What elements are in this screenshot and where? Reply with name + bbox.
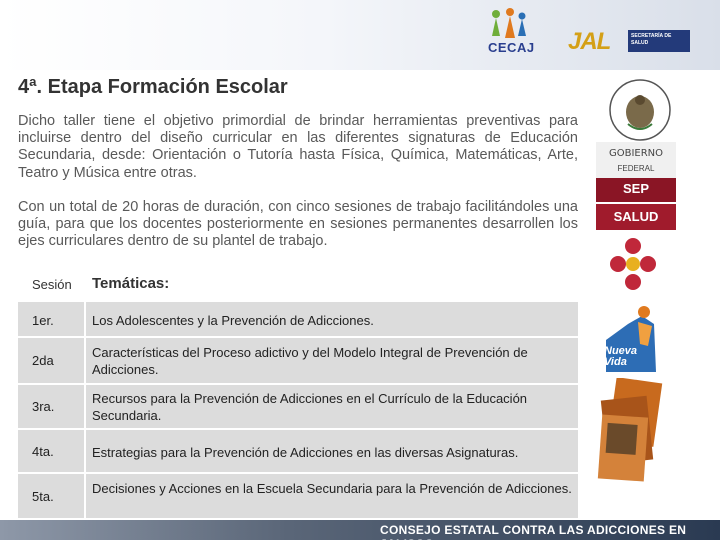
table-row [18,428,578,472]
intro-paragraph: Dicho taller tiene el objetivo primordial de brindar herramientas preventivas para incluirse dentro del diseño curricular en las diferentes signaturas de Educación Secundaria, desde: Orientación o Tutoría hasta Física, Química, Matemáticas, Arte, Teatro y Música entre otras. [18,113,578,181]
table-header [18,268,578,300]
session-topic: Características del Proceso adictivo y del Modelo Integral de Prevención de Adicciones. [92,345,528,377]
mexico-seal-icon [600,76,680,144]
page-title: 4ª. Etapa Formación Escolar [18,76,288,98]
session-topic: Los Adolescentes y la Prevención de Adicciones. [92,313,374,328]
session-topic: Decisiones y Acciones en la Escuela Secundaria para la Prevención de Adicciones. [92,481,572,496]
salud-label: SALUD [613,209,659,224]
secretaria-salud-box [628,30,690,52]
prevention-emblem-icon [606,234,660,294]
table-row [18,336,578,383]
cecaj-logo [474,6,544,66]
cecaj-wordmark: CECAJ [488,40,535,55]
session-topic: Estrategias para la Prevención de Adicciones en las diversas Asignaturas. [92,445,519,460]
topics-column-header: Temáticas: [92,275,170,292]
cecaj-figures-icon [474,6,544,66]
session-number: 4ta. [32,444,54,459]
secretaria-salud-text: SECRETARÍA DE SALUD [631,33,672,46]
session-column-header: Sesión [32,277,72,292]
nueva-vida-label: Nueva Vida [604,345,638,368]
sep-label: SEP [622,181,649,196]
table-row [18,472,578,518]
table-row [18,383,578,428]
guide-books-icon [594,378,664,483]
session-number: 1er. [32,313,54,328]
session-number: 2da [32,353,54,368]
gobierno-label: GOBIERNO [608,148,664,159]
footer-title: CONSEJO ESTATAL CONTRA LAS ADICCIONES EN JALISCO [380,523,687,551]
table-row [18,300,578,336]
jalisco-logo [568,28,690,62]
session-topic: Recursos para la Prevención de Adicciones en el Currículo de la Educación Secundaria. [92,391,528,423]
session-number: 3ra. [32,399,55,414]
federal-label: FEDERAL [617,164,655,173]
session-number: 5ta. [32,489,54,504]
jalisco-mark: JAL [568,28,611,55]
duration-paragraph: Con un total de 20 horas de duración, con cinco sesiones de trabajo facilitándoles una guía, para que los docentes posteriormente en sesiones permanentes desarrollen los ejes curriculares dentro de su plantel de trabajo. [18,199,578,250]
